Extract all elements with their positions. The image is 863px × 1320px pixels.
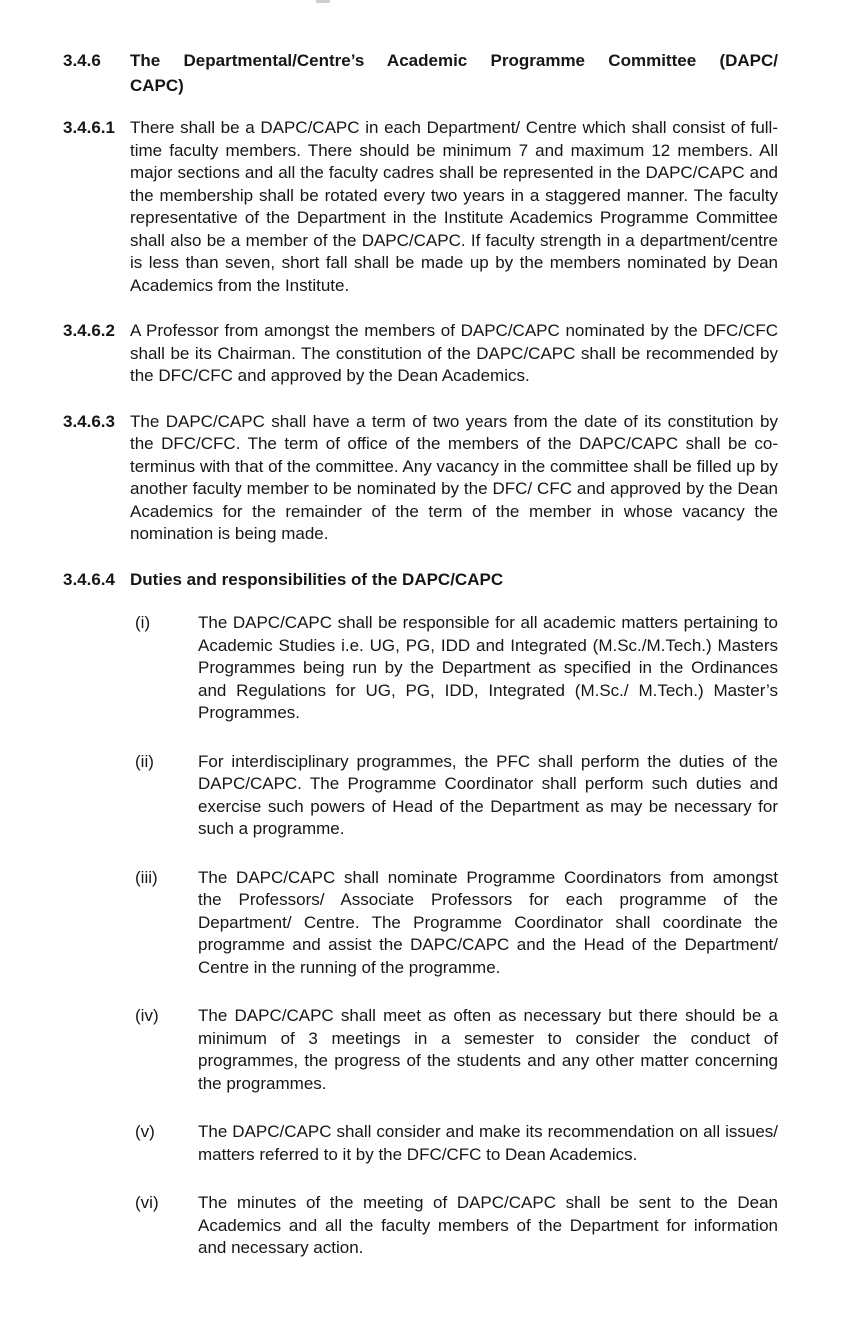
- paragraph-text: A Professor from amongst the members of DAPC/CAPC nominated by the DFC/CFC shall be its Chairman. The constitution of the DAPC/CAPC shall be recommended by the DFC/CFC and approved by the Dean Academics.: [130, 321, 778, 385]
- section-title-line2: CAPC): [130, 76, 184, 95]
- paragraph-3-4-6-2: [63, 320, 778, 388]
- duty-list-item-iv: [135, 1005, 778, 1095]
- duty-label: (iii): [135, 867, 158, 887]
- paragraph-3-4-6-3: [63, 411, 778, 546]
- paragraph-number: 3.4.6.1: [63, 118, 115, 137]
- duty-list-item-vi: [135, 1192, 778, 1260]
- duty-label: (i): [135, 613, 151, 632]
- duty-text: The DAPC/CAPC shall nominate Programme Coordinators from amongst the Professors/ Associate Professors for each programme of the Department/ Centre. The Programme Coordinator shall coordinate the programme and assist the DAPC/CAPC and the Head of the Department/ Centre in the running of the programme.: [198, 867, 778, 977]
- duty-list-item-v: [135, 1121, 778, 1166]
- duty-list-item-iii: [135, 867, 778, 980]
- duty-text: For interdisciplinary programmes, the PFC shall perform the duties of the DAPC/CAPC. The Programme Coordinator shall perform such duties and exercise such powers of Head of the Department as may be necessary for such a programme.: [198, 751, 778, 838]
- paragraph-number: 3.4.6.2: [63, 321, 115, 340]
- paragraph-3-4-6-1: [63, 117, 778, 297]
- section-title-line1: The Departmental/Centre’s Academic Programme Committee (DAPC/: [130, 51, 778, 70]
- paragraph-text: There shall be a DAPC/CAPC in each Department/ Centre which shall consist of full-time faculty members. There should be minimum 7 and maximum 12 members. All major sections and all the faculty cadres shall be represented in the DAPC/CAPC and the membership shall be rotated every two years in a staggered manner. The faculty representative of the Department in the Institute Academics Programme Committee shall also be a member of the DAPC/CAPC. If faculty strength in a department/centre is less than seven, short fall shall be made up by the members nominated by Dean Academics from the Institute.: [130, 118, 778, 295]
- duty-text: The minutes of the meeting of DAPC/CAPC shall be sent to the Dean Academics and all the faculty members of the Department for information and necessary action.: [198, 1193, 778, 1257]
- duty-label: (ii): [135, 751, 154, 771]
- paragraph-text: The DAPC/CAPC shall have a term of two years from the date of its constitution by the DFC/CFC. The term of office of the members of the DAPC/CAPC shall be co-terminus with that of the committee. Any vacancy in the committee shall be filled up by another faculty member to be nominated by the DFC/ CFC and approved by the Dean Academics for the remainder of the term of the member in whose vacancy the nomination is being made.: [130, 411, 778, 543]
- duty-list-item-i: [135, 612, 778, 725]
- scan-artifact: [316, 0, 330, 3]
- duty-text: The DAPC/CAPC shall meet as often as necessary but there should be a minimum of 3 meetings in a semester to consider the conduct of programmes, the progress of the students and any other matter concerning the programmes.: [198, 1006, 778, 1093]
- duty-list-item-ii: [135, 751, 778, 841]
- section-number: 3.4.6: [63, 51, 101, 70]
- subsection-title: Duties and responsibilities of the DAPC/CAPC: [130, 569, 504, 589]
- duty-text: The DAPC/CAPC shall be responsible for all academic matters pertaining to Academic Studies i.e. UG, PG, IDD and Integrated (M.Sc./M.Tech.) Masters Programmes being run by the Department as specified in the Ordinances and Regulations for UG, PG, IDD, Integrated (M.Sc./ M.Tech.) Master’s Programmes.: [198, 613, 778, 722]
- duty-label: (iv): [135, 1006, 159, 1025]
- paragraph-number: 3.4.6.3: [63, 411, 115, 431]
- subsection-heading: [63, 569, 778, 592]
- section-title: [130, 48, 778, 98]
- section-heading: [63, 48, 778, 98]
- duty-label: (vi): [135, 1193, 159, 1212]
- subsection-number: 3.4.6.4: [63, 569, 115, 589]
- duty-text: The DAPC/CAPC shall consider and make its recommendation on all issues/ matters referred to it by the DFC/CFC to Dean Academics.: [198, 1122, 778, 1164]
- duty-label: (v): [135, 1122, 155, 1141]
